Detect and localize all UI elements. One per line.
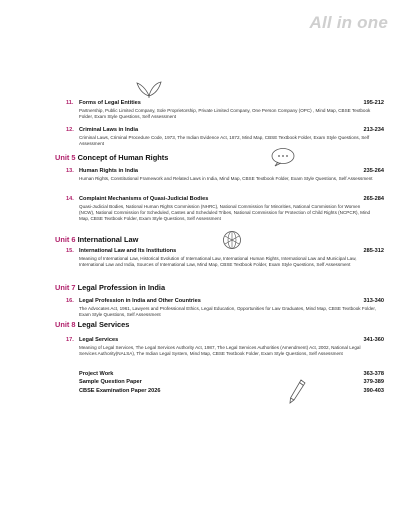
- unit-title: Concept of Human Rights: [77, 153, 169, 162]
- chapter-title: International Law and Its Institutions: [79, 248, 177, 254]
- page-range: 265-284: [363, 196, 384, 202]
- page-range: 195-212: [363, 100, 384, 106]
- chapter-number: 13.: [66, 168, 74, 174]
- chapter-topics: Partnership, Public Limited Company, Sole Proprietorship, Private Limited Company, One Person Company (OPC) , Mind Map, CBSE Textbook Folder, Exam Style Questions, Self Assessment: [79, 108, 371, 120]
- chapter-topics: Quasi-Judicial Bodies, National Human Rights Commission (NHRC), National Commission for Minorities, National Commission for Women (NCW), National Commission for Scheduled, Castes and Scheduled Tribes, National Commission for Protection of Child Rights (NCPCR), Mind Map, CBSE Textbook Folder, Exam Style Questions, Self Assessment: [79, 204, 371, 222]
- unit-heading: [55, 235, 138, 245]
- chapter-title: Legal Profession in India and Other Countries: [79, 298, 201, 304]
- toc-entry[interactable]: [79, 370, 384, 378]
- chapter-title: Forms of Legal Entities: [79, 100, 141, 106]
- page-range: 363-378: [363, 371, 384, 377]
- page-range: 235-264: [363, 168, 384, 174]
- chapter-number: 11.: [66, 100, 74, 106]
- page-range: 341-360: [363, 337, 384, 343]
- toc-entry[interactable]: [66, 195, 384, 222]
- unit-label: Unit 8: [55, 320, 76, 329]
- unit-label: Unit 6: [55, 235, 76, 244]
- speech-bubble-icon: [270, 147, 296, 167]
- chapter-number: 17.: [66, 337, 74, 343]
- chapter-title: Criminal Laws in India: [79, 127, 139, 133]
- toc-entry[interactable]: [66, 126, 384, 147]
- back-matter: [79, 370, 384, 395]
- chapter-topics: Meaning of Legal Services, The Legal Services Authority Act, 1987, The Legal Services Authorities (Amendment) Act, 2002, National Legal Services Authority(NALSA), The Indian Legal System, Mind Map, CBSE Textbook Folder, Exam Style Questions, Self Assessment: [79, 345, 361, 357]
- toc-entry[interactable]: [66, 297, 384, 318]
- pencil-icon: [288, 379, 306, 405]
- chapter-number: 16.: [66, 298, 74, 304]
- toc-entry[interactable]: [66, 99, 384, 120]
- chapter-topics: Human Rights, Constitutional Framework and Related Laws in India, Mind Map, CBSE Textbook Folder, Exam Style Questions, Self Assessment: [79, 176, 373, 181]
- toc-entry[interactable]: [66, 336, 384, 357]
- brand-logo: All in one: [309, 13, 388, 32]
- chapter-title: Legal Services: [79, 337, 119, 343]
- page-range: 390-403: [363, 387, 384, 394]
- unit-heading: [55, 320, 129, 330]
- unit-heading: [55, 283, 165, 293]
- chapter-topics: Criminal Laws, Criminal Procedure Code, 1973, The Indian Evidence Act, 1872, Mind Map, CBSE Textbook Folder, Exam Style Questions, Self Assessment: [79, 135, 370, 147]
- toc-entry[interactable]: [66, 247, 384, 268]
- chapter-number: 12.: [66, 127, 74, 133]
- unit-title: International Law: [77, 235, 139, 244]
- toc-entry[interactable]: [79, 378, 384, 386]
- page-range: 379-389: [363, 379, 384, 386]
- section-title: Project Work: [79, 371, 114, 377]
- leaf-icon: [136, 78, 162, 98]
- chapter-number: 14.: [66, 196, 74, 202]
- unit-title: Legal Services: [77, 320, 130, 329]
- chapter-topics: The Advocates Act, 1961, Lawyers and Professional Ethics, Legal Education, Opportunities for Law Graduates, Mind Map, CBSE Textbook Folder, Exam Style Questions, Self Assessment: [79, 306, 376, 318]
- unit-label: Unit 7: [55, 283, 76, 292]
- section-title: CBSE Examination Paper 2026: [79, 387, 161, 394]
- page-range: 285-312: [363, 248, 384, 254]
- chapter-number: 15.: [66, 248, 74, 254]
- page-range: 313-340: [363, 298, 384, 304]
- toc-entry[interactable]: [66, 167, 384, 182]
- toc-entry[interactable]: [79, 387, 384, 395]
- page-range: 213-234: [363, 127, 384, 133]
- section-title: Sample Question Paper: [79, 379, 142, 386]
- unit-heading: [55, 153, 168, 163]
- unit-title: Legal Profession in India: [77, 283, 166, 292]
- chapter-title: Complaint Mechanisms of Quasi-Judicial Bodies: [79, 196, 209, 202]
- chapter-topics: Meaning of International Law, Historical Evolution of International Law, International Human Rights, International Law and Municipal Law, International Law and India, Sources of International Law, Mind Map, CBSE Textbook Folder, Exam Style Questions, Self Assessment: [79, 256, 357, 268]
- chapter-title: Human Rights in India: [79, 168, 139, 174]
- unit-label: Unit 5: [55, 153, 76, 162]
